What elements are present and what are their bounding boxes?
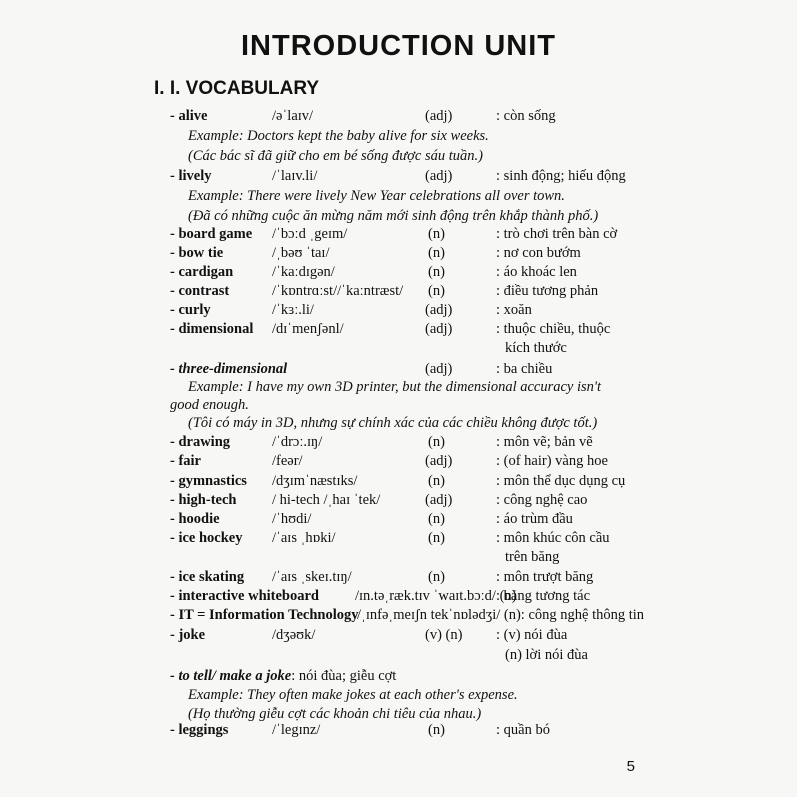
vocab-pos: (adj): [425, 492, 453, 508]
vocab-entry: [0, 244, 797, 263]
vocab-entry: [0, 107, 797, 126]
vocab-ipa: /dʒəʊk/: [272, 627, 316, 643]
vocab-entry: [0, 282, 797, 301]
vocab-word: - ice hockey: [170, 530, 243, 546]
vocab-ipa: /feər/: [272, 453, 303, 469]
vocab-ipa-inline: /ɪn.təˌræk.tɪv ˈwaɪt.bɔːd/ (n): [355, 588, 517, 604]
vocab-meaning: : sinh động; hiếu động: [496, 168, 626, 184]
vocab-ipa: /ˈkɒntrɑːst//ˈkaːntræst/: [272, 283, 404, 299]
vocab-pos: (n): [428, 473, 445, 489]
vocab-entry: [0, 529, 797, 548]
vocab-pos: (adj): [425, 108, 453, 124]
vocab-pos: (v) (n): [425, 627, 463, 643]
section-title: I. I. VOCABULARY: [154, 78, 320, 99]
vocab-meaning: : quần bó: [496, 722, 550, 738]
vocab-meaning-continued: [0, 339, 797, 358]
vocab-pos: (n): [428, 530, 445, 546]
vocab-word: - ice skating: [170, 569, 245, 585]
example-translation: (Các bác sĩ đã giữ cho em bé sống được sáu tuần.): [188, 148, 483, 164]
vocab-pos: (n): [428, 569, 445, 585]
vocab-entry: [0, 301, 797, 320]
vocab-meaning: : còn sống: [496, 108, 556, 124]
vocab-meaning-line2: trên băng: [505, 549, 560, 565]
vocab-ipa: /ˈkɜː.li/: [272, 302, 314, 318]
vocab-ipa: /əˈlaɪv/: [272, 108, 314, 124]
vocab-word: - gymnastics: [170, 473, 247, 489]
vocab-entry: [0, 667, 797, 686]
vocab-pos: (adj): [425, 453, 453, 469]
vocab-pos: (n): [428, 434, 445, 450]
example-translation: (Họ thường giễu cợt các khoản chi tiêu của nhau.): [188, 706, 482, 722]
vocab-meaning: : môn trượt băng: [496, 569, 594, 585]
vocab-word: - alive: [170, 108, 208, 124]
vocab-word: - lively: [170, 168, 212, 184]
vocab-entry: [0, 225, 797, 244]
vocab-word: - curly: [170, 302, 211, 318]
vocab-word: - cardigan: [170, 264, 234, 280]
vocab-meaning: : nơ con bướm: [496, 245, 581, 261]
vocab-pos: (adj): [425, 321, 453, 337]
vocab-meaning: : thuộc chiều, thuộc: [496, 321, 611, 337]
vocab-pos: (n): [428, 283, 445, 299]
page-title: INTRODUCTION UNIT: [240, 30, 557, 62]
vocab-entry: [0, 491, 797, 510]
vocab-entry: [0, 510, 797, 529]
vocab-word: - board game: [170, 226, 253, 242]
vocab-phrase: - to tell/ make a joke: nói đùa; giễu cợt: [170, 668, 397, 684]
vocab-ipa: /ˈbɔːd ˌgeɪm/: [272, 226, 348, 242]
vocab-entry: [0, 472, 797, 491]
vocab-meaning: : ba chiều: [496, 361, 553, 377]
vocab-pos: (n): [428, 264, 445, 280]
vocab-meaning: : (of hair) vàng hoe: [496, 453, 608, 469]
vocab-phrase-meaning: : nói đùa; giễu cợt: [291, 668, 397, 684]
vocab-ipa: /ˈdrɔː.ɪŋ/: [272, 434, 323, 450]
vocab-entry: [0, 320, 797, 339]
vocab-meaning: : áo trùm đầu: [496, 511, 573, 527]
vocab-meaning-continued: [0, 548, 797, 567]
vocab-meaning: : xoăn: [496, 302, 532, 318]
vocab-entry: [0, 263, 797, 282]
vocab-ipa: /ˈkaːdɪgən/: [272, 264, 335, 280]
vocab-meaning-continued: [0, 646, 797, 665]
vocab-word: - joke: [170, 627, 206, 643]
vocab-entry: [0, 606, 797, 625]
vocab-word: - drawing: [170, 434, 231, 450]
vocab-word: - leggings: [170, 722, 229, 738]
vocab-meaning: : công nghệ cao: [496, 492, 588, 508]
vocab-pos: (adj): [425, 361, 453, 377]
vocab-pos: (adj): [425, 302, 453, 318]
vocab-ipa: /ˌbəʊ ˈtaɪ/: [272, 245, 330, 261]
example-sentence: Example: Doctors kept the baby alive for six weeks.: [188, 128, 489, 144]
vocab-word: - bow tie: [170, 245, 224, 261]
vocab-word: - interactive whiteboard: [170, 588, 319, 604]
vocab-word: - contrast: [170, 283, 230, 299]
vocab-meaning-line2: (n) lời nói đùa: [505, 647, 588, 663]
vocab-meaning: : bảng tương tác: [496, 588, 591, 604]
vocab-entry: [0, 360, 797, 379]
vocab-word: - IT = Information Technology: [170, 607, 359, 623]
example-sentence: Example: I have my own 3D printer, but the dimensional accuracy isn't: [188, 379, 602, 395]
vocab-ipa-inline: /ˌɪnfəˌmeɪʃn tekˈnɒlədʒi/ (n): công nghệ thông tin: [357, 607, 645, 623]
vocab-ipa: /ˈhʊdi/: [272, 511, 312, 527]
vocab-ipa: /dʒɪmˈnæstɪks/: [272, 473, 358, 489]
vocab-meaning: : trò chơi trên bàn cờ: [496, 226, 618, 242]
vocab-ipa: /ˈlegɪnz/: [272, 722, 321, 738]
vocab-word: - dimensional: [170, 321, 254, 337]
vocab-entry: [0, 568, 797, 587]
vocab-entry: [0, 452, 797, 471]
vocab-word: - fair: [170, 453, 201, 469]
vocab-ipa: /dɪˈmenʃənl/: [272, 321, 344, 337]
example-translation: (Đã có những cuộc ăn mừng năm mới sinh động trên khắp thành phố.): [188, 208, 599, 224]
vocab-ipa: /ˈaɪs ˌhɒki/: [272, 530, 336, 546]
vocab-meaning: : điều tương phản: [496, 283, 599, 299]
example-sentence-continued: good enough.: [170, 397, 249, 413]
page-number: 5: [626, 758, 635, 775]
example-sentence: Example: They often make jokes at each other's expense.: [188, 687, 518, 703]
vocab-meaning-line2: kích thước: [505, 340, 567, 356]
vocab-pos: (n): [428, 226, 445, 242]
vocab-pos: (adj): [425, 168, 453, 184]
vocab-ipa: /ˈaɪs ˌskeɪ.tɪŋ/: [272, 569, 352, 585]
vocab-meaning: : môn vẽ; bản vẽ: [496, 434, 593, 450]
vocab-meaning: : áo khoác len: [496, 264, 577, 280]
vocab-word: - high-tech: [170, 492, 237, 508]
vocab-pos: (n): [428, 245, 445, 261]
vocab-meaning: : môn thể dục dụng cụ: [496, 473, 626, 489]
vocab-entry: [0, 626, 797, 645]
vocab-meaning: : môn khúc côn cầu: [496, 530, 610, 546]
vocab-entry: [0, 587, 797, 606]
vocab-word: - three-dimensional: [170, 361, 288, 377]
vocab-pos: (n): [428, 511, 445, 527]
example-sentence: Example: There were lively New Year celebrations all over town.: [188, 188, 565, 204]
vocab-pos: (n): [428, 722, 445, 738]
vocab-entry: [0, 433, 797, 452]
vocab-ipa: /ˈlaɪv.li/: [272, 168, 318, 184]
vocab-meaning: : (v) nói đùa: [496, 627, 568, 643]
example-translation: (Tôi có máy in 3D, nhưng sự chính xác của các chiều không được tốt.): [188, 415, 598, 431]
vocab-entry: [0, 167, 797, 186]
vocab-entry: [0, 721, 797, 740]
vocab-word: - hoodie: [170, 511, 220, 527]
vocab-ipa: / hi-tech /ˌhaɪ ˈtek/: [272, 492, 381, 508]
